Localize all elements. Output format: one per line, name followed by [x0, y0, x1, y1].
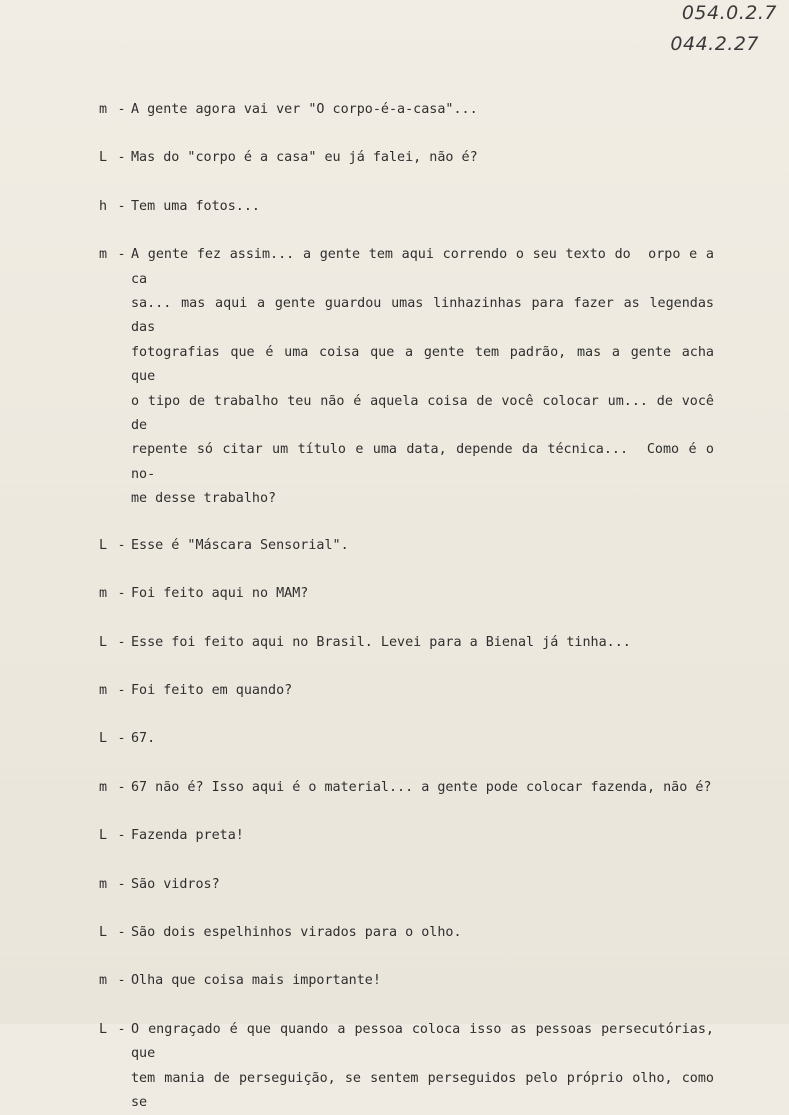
- dialogue-entry: [99, 534, 714, 558]
- dialogue-text: [131, 679, 714, 703]
- dialogue-text: [131, 243, 739, 511]
- speaker-label: L: [99, 924, 108, 940]
- dialogue-line: Esse é "Máscara Sensorial".: [131, 537, 349, 553]
- speaker-label: m: [99, 973, 108, 989]
- speaker-label: m: [99, 102, 108, 117]
- speaker-label: m: [99, 247, 108, 263]
- dialogue-line: A gente agora vai ver "O corpo-é-a-casa"...: [131, 102, 478, 117]
- dialogue-entry: [99, 243, 739, 511]
- dialogue-text: [131, 873, 714, 897]
- dialogue-line: Olha que coisa mais importante!: [131, 973, 381, 989]
- dialogue-text: [131, 776, 714, 800]
- dialogue-entry: [99, 679, 714, 703]
- dialogue-entry: [99, 921, 714, 945]
- dash-separator: -: [117, 102, 126, 117]
- dialogue-line: Esse foi feito aqui no Brasil. Levei para a Bienal já tinha...: [131, 634, 631, 650]
- dialogue-text: [131, 824, 714, 848]
- dash-separator: -: [117, 876, 126, 892]
- dialogue-entry: [99, 98, 714, 122]
- dialogue-text: [131, 195, 714, 219]
- speaker-label: m: [99, 682, 108, 698]
- dialogue-text: [131, 1018, 747, 1115]
- dialogue-line: 67.: [131, 731, 156, 747]
- dialogue-line: Tem uma fotos...: [131, 198, 260, 214]
- dash-separator: -: [117, 973, 126, 989]
- dialogue-line: sa... mas aqui a gente guardou umas linhazinhas para fazer as legendas das: [131, 296, 723, 336]
- dialogue-line: Foi feito aqui no MAM?: [131, 586, 309, 602]
- dialogue-line: 67 não é? Isso aqui é o material... a gente pode colocar fazenda, não é?: [131, 779, 712, 795]
- dash-separator: -: [117, 828, 126, 844]
- dash-separator: -: [117, 150, 126, 166]
- speaker-label: L: [99, 150, 108, 166]
- speaker-label: h: [99, 198, 108, 214]
- dialogue-line: O engraçado é que quando a pessoa coloca isso as pessoas persecutórias, que: [131, 1021, 723, 1062]
- dialogue-entry: [99, 727, 714, 751]
- dialogue-line: Fazenda preta!: [131, 828, 244, 844]
- dialogue-text: [131, 631, 714, 655]
- dash-separator: -: [117, 779, 126, 795]
- speaker-label: L: [99, 537, 108, 553]
- dialogue-text: [131, 969, 714, 993]
- dialogue-text: [131, 921, 714, 945]
- dialogue-entry: [99, 195, 714, 219]
- dialogue-line: repente só citar um título e uma data, depende da técnica... Como é o no-: [131, 442, 723, 482]
- dialogue-entry: [99, 146, 714, 170]
- dialogue-text: [131, 534, 714, 558]
- dash-separator: -: [117, 198, 126, 214]
- dash-separator: -: [117, 634, 126, 650]
- dash-separator: -: [117, 247, 126, 263]
- dialogue-entry: [99, 824, 714, 848]
- dialogue-line: o tipo de trabalho teu não é aquela coisa de você colocar um... de você de: [131, 393, 723, 434]
- speaker-label: L: [99, 828, 108, 844]
- dash-separator: -: [117, 731, 126, 747]
- dialogue-line: Foi feito em quando?: [131, 682, 293, 698]
- dialogue-entry: [99, 969, 714, 993]
- dialogue-line: São dois espelhinhos virados para o olho.: [131, 924, 462, 940]
- archive-code-2: 044.2.27: [670, 33, 759, 55]
- dialogue-text: [131, 582, 714, 606]
- dialogue-entry: [99, 631, 714, 655]
- dialogue-line: fotografias que é uma coisa que a gente tem padrão, mas a gente acha que: [131, 344, 739, 385]
- transcript: [99, 98, 747, 1115]
- dialogue-entry: [99, 873, 714, 897]
- dialogue-line: tem mania de perseguição, se sentem perseguidos pelo próprio olho, como se: [131, 1070, 747, 1110]
- speaker-label: m: [99, 586, 108, 602]
- dialogue-line: Mas do "corpo é a casa" eu já falei, não é?: [131, 150, 478, 166]
- dialogue-text: [131, 146, 714, 170]
- dialogue-line: me desse trabalho?: [131, 491, 277, 507]
- dialogue-text: [131, 98, 714, 122]
- speaker-label: m: [99, 876, 108, 892]
- speaker-label: L: [99, 634, 108, 650]
- speaker-label: L: [99, 731, 108, 747]
- speaker-label: L: [99, 1021, 108, 1037]
- archive-code-1: 054.0.2.7: [681, 2, 777, 24]
- dialogue-entry: [99, 776, 714, 800]
- dash-separator: -: [117, 586, 126, 602]
- dialogue-entry: [99, 582, 714, 606]
- dialogue-line: A gente fez assim... a gente tem aqui correndo o seu texto do orpo e a ca: [131, 247, 723, 287]
- dash-separator: -: [117, 682, 126, 698]
- dialogue-line: São vidros?: [131, 876, 220, 892]
- speaker-label: m: [99, 779, 108, 795]
- dash-separator: -: [117, 1021, 126, 1037]
- dash-separator: -: [117, 924, 126, 940]
- dialogue-text: [131, 727, 714, 751]
- dash-separator: -: [117, 537, 126, 553]
- dialogue-entry: [99, 1018, 747, 1115]
